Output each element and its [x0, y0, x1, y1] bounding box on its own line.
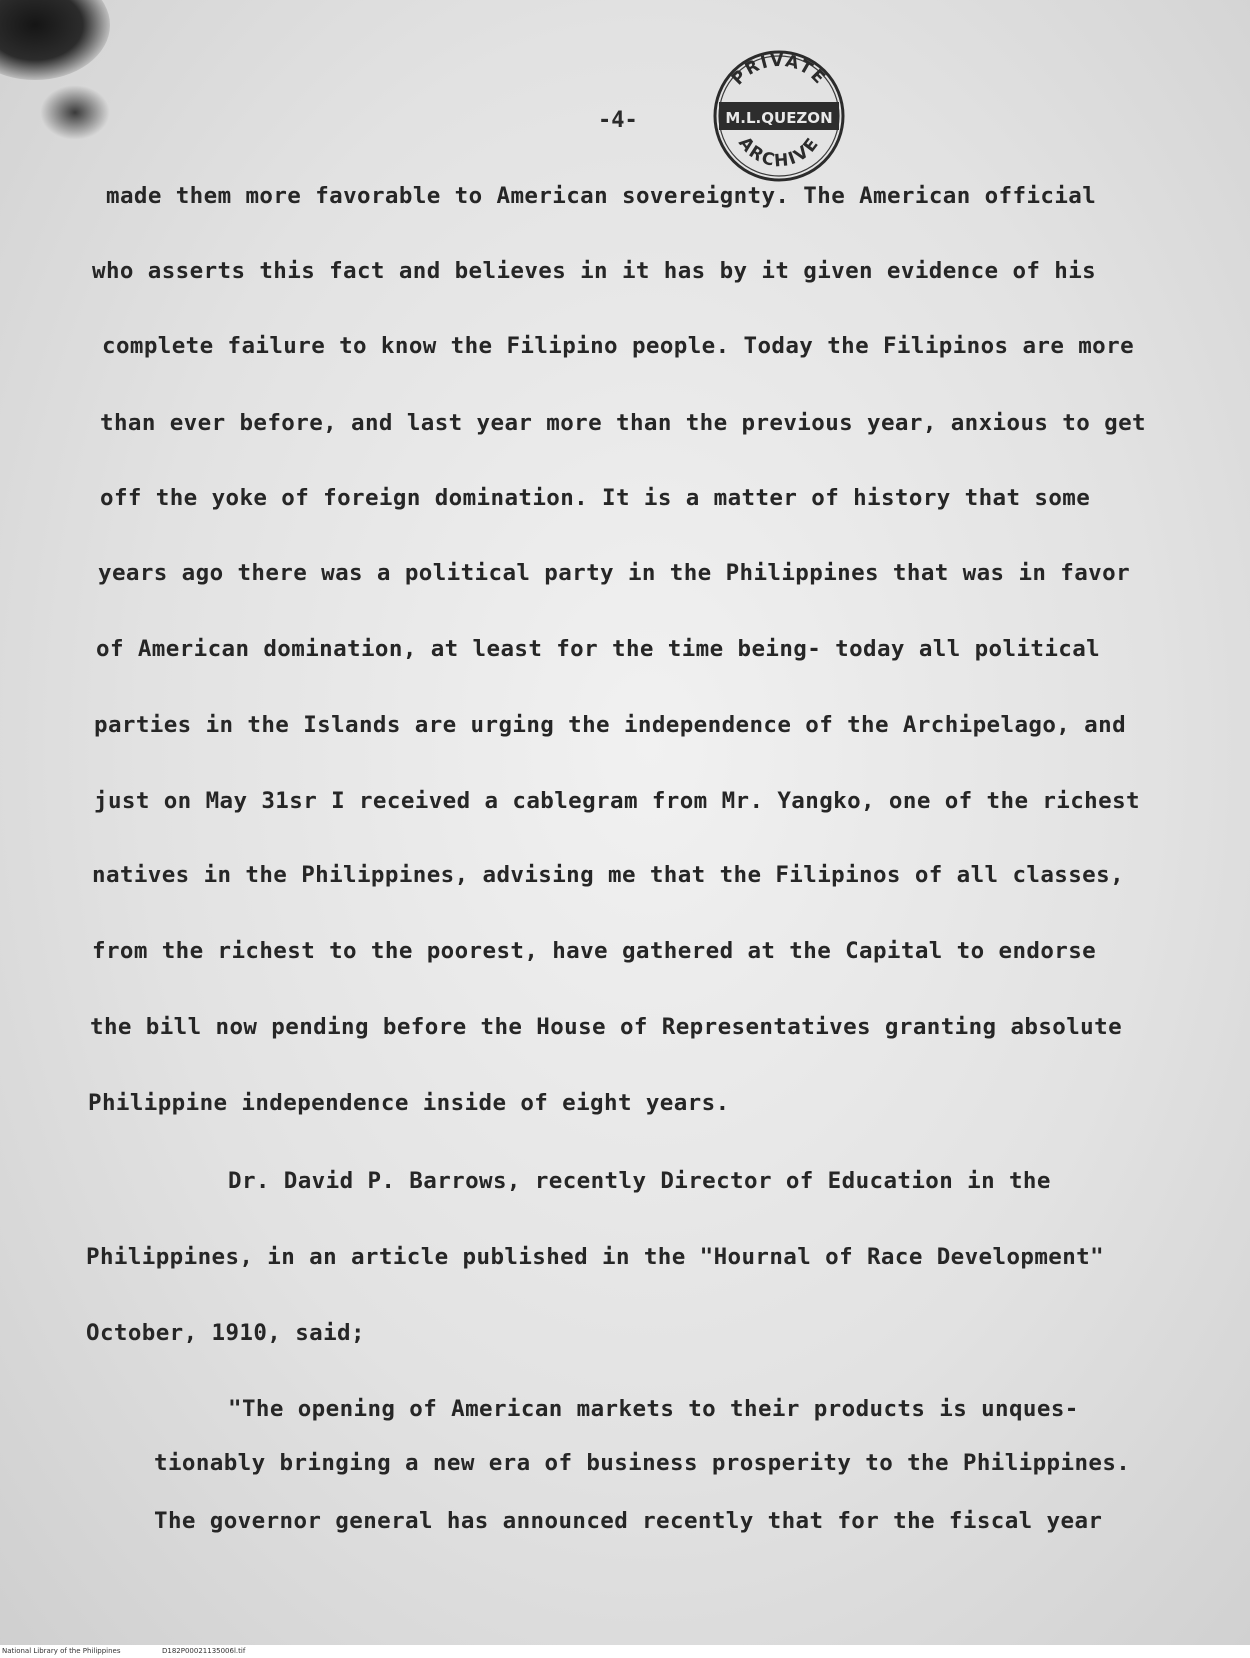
page-number: -4- [598, 108, 638, 133]
text-line: parties in the Islands are urging the independence of the Archipelago, and [94, 712, 1127, 738]
text-line: Philippine independence inside of eight years. [88, 1090, 730, 1116]
stamp-top-text: PRIVATE [727, 50, 831, 90]
stamp-middle-text: M.L.QUEZON [725, 109, 833, 127]
text-line: off the yoke of foreign domination. It is a matter of history that some [100, 485, 1091, 511]
scan-footer [0, 1645, 1250, 1658]
text-line: tionably bringing a new era of business prosperity to the Philippines. [154, 1450, 1131, 1476]
text-line: "The opening of American markets to their products is unques- [228, 1396, 1079, 1422]
stamp-bottom-text: ARCHIVE [734, 133, 824, 172]
text-line: of American domination, at least for the time being- today all political [96, 636, 1101, 662]
footer-filename: D182P00021135006l.tif [162, 1647, 246, 1655]
text-line: made them more favorable to American sovereignty. The American official [106, 183, 1097, 209]
archive-stamp [711, 48, 847, 184]
text-line: from the richest to the poorest, have gathered at the Capital to endorse [92, 938, 1097, 964]
text-line: years ago there was a political party in the Philippines that was in favor [98, 560, 1131, 586]
text-line: Philippines, in an article published in the "Hournal of Race Development" [86, 1244, 1105, 1270]
text-line: natives in the Philippines, advising me that the Filipinos of all classes, [92, 862, 1125, 888]
ink-smudge [40, 85, 110, 140]
text-line: just on May 31sr I received a cablegram from Mr. Yangko, one of the richest [94, 788, 1140, 814]
text-line: the bill now pending before the House of Representatives granting absolute [90, 1014, 1123, 1040]
text-line: than ever before, and last year more than the previous year, anxious to get [100, 410, 1146, 436]
text-line: Dr. David P. Barrows, recently Director of Education in the [228, 1168, 1051, 1194]
svg-text:PRIVATE [728, 51, 830, 90]
ink-smudge [0, 0, 110, 80]
text-line: complete failure to know the Filipino people. Today the Filipinos are more [102, 333, 1135, 359]
text-line: who asserts this fact and believes in it has by it given evidence of his [92, 258, 1097, 284]
text-line: The governor general has announced recently that for the fiscal year [154, 1508, 1103, 1534]
text-line: October, 1910, said; [86, 1320, 365, 1346]
svg-text:ARCHIVE [734, 133, 823, 171]
footer-source: National Library of the Philippines [2, 1647, 121, 1655]
